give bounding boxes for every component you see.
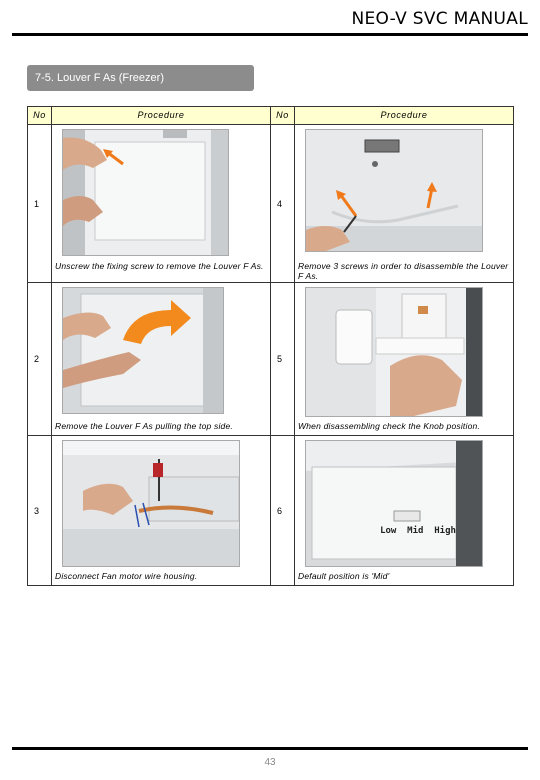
step-caption: Remove 3 screws in order to disassemble the Louver F As. — [298, 261, 509, 281]
step-caption: Disconnect Fan motor wire housing. — [55, 571, 198, 581]
step-photo — [62, 287, 224, 414]
step-photo — [305, 129, 483, 252]
col-header-procedure: Procedure — [52, 107, 271, 125]
procedure-table — [27, 106, 514, 586]
step-number: 2 — [28, 283, 52, 436]
step-photo — [305, 287, 483, 417]
step-number: 4 — [271, 125, 295, 283]
step-cell — [52, 436, 271, 586]
step-photo — [62, 440, 240, 567]
table-row — [28, 125, 514, 283]
step-cell — [295, 283, 514, 436]
header-rule — [12, 33, 528, 36]
step-caption: When disassembling check the Knob position. — [298, 421, 481, 431]
step-number: 5 — [271, 283, 295, 436]
step-number: 1 — [28, 125, 52, 283]
step-cell — [295, 436, 514, 586]
col-header-no: No — [271, 107, 295, 125]
page-number: 43 — [264, 757, 276, 768]
section-title: 7-5. Louver F As (Freezer) — [27, 65, 254, 91]
step-cell — [295, 125, 514, 283]
step-cell — [52, 125, 271, 283]
step-cell — [52, 283, 271, 436]
col-header-no: No — [28, 107, 52, 125]
table-header-row — [28, 107, 514, 125]
manual-title: NEO-V SVC MANUAL — [351, 9, 528, 29]
step-photo — [62, 129, 229, 256]
table-row — [28, 283, 514, 436]
step-caption: Default position is 'Mid' — [298, 571, 390, 581]
step-number: 6 — [271, 436, 295, 586]
table-row — [28, 436, 514, 586]
knob-position-labels: Low Mid High — [380, 526, 456, 536]
step-caption: Unscrew the fixing screw to remove the Louver F As. — [55, 261, 264, 271]
step-number: 3 — [28, 436, 52, 586]
footer-rule — [12, 747, 528, 750]
step-caption: Remove the Louver F As pulling the top side. — [55, 421, 233, 431]
step-photo — [305, 440, 483, 567]
col-header-procedure: Procedure — [295, 107, 514, 125]
